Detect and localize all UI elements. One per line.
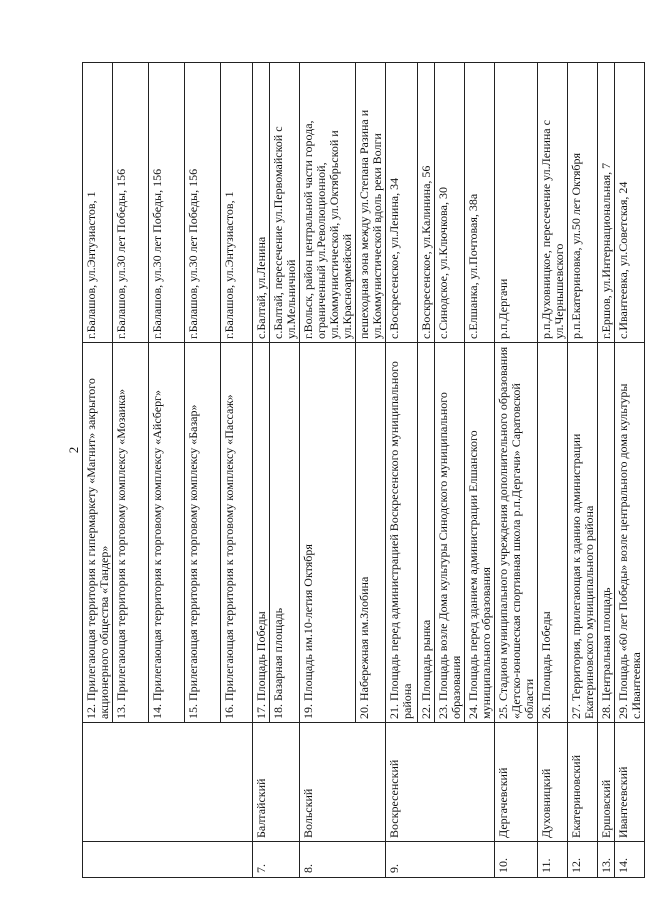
district-cell bbox=[83, 723, 253, 842]
address-cell: с.Елшанка, ул.Почтовая, 38а bbox=[465, 63, 495, 343]
place-cell: 20. Набережная им.Злобина bbox=[356, 343, 386, 723]
district-cell: Екатериновский bbox=[568, 723, 598, 842]
row-number-cell: 12. bbox=[568, 842, 598, 878]
address-cell: г.Балашов, ул.30 лет Победы, 156 bbox=[185, 63, 221, 343]
place-cell: 13. Прилегающая территория к торговому комплексу «Мозаика» bbox=[113, 343, 149, 723]
row-number-cell: 11. bbox=[538, 842, 568, 878]
address-cell: г.Балашов, ул.Энтузиастов, 1 bbox=[83, 63, 113, 343]
place-cell: 18. Базарная площадь bbox=[270, 343, 300, 723]
district-cell: Ершовский bbox=[598, 723, 615, 842]
table-row bbox=[300, 63, 356, 878]
district-cell: Вольский bbox=[300, 723, 386, 842]
district-cell: Дергачевский bbox=[495, 723, 538, 842]
district-cell: Воскресенский bbox=[386, 723, 495, 842]
place-cell: 21. Площадь перед администрацией Воскресенского муниципального района bbox=[386, 343, 418, 723]
row-number-cell bbox=[83, 842, 253, 878]
page-number: 2 bbox=[66, 446, 81, 454]
place-cell: 25. Стадион муниципального учреждения дополнительного образования «Детско-юношеская спортивная школа р.п.Дергачи» Саратовской области bbox=[495, 343, 538, 723]
address-cell: р.п.Екатериновка, ул.50 лет Октября bbox=[568, 63, 598, 343]
address-cell: г.Балашов, ул.Энтузиастов, 1 bbox=[221, 63, 253, 343]
address-cell: с.Воскресенское, ул.Калинина, 56 bbox=[418, 63, 435, 343]
address-cell: г.Ершов, ул.Интернациональная, 7 bbox=[598, 63, 615, 343]
address-cell: г.Балашов, ул.30 лет Победы, 156 bbox=[149, 63, 185, 343]
district-cell: Духовницкий bbox=[538, 723, 568, 842]
address-cell: с.Балтай, ул.Ленина bbox=[253, 63, 270, 343]
table-row bbox=[253, 63, 270, 878]
place-cell: 19. Площадь им.10-летия Октября bbox=[300, 343, 356, 723]
place-cell: 23. Площадь возле Дома культуры Синодского муниципального образования bbox=[435, 343, 465, 723]
mass-event-places-table bbox=[82, 62, 645, 878]
address-cell: г.Балашов, ул.30 лет Победы, 156 bbox=[113, 63, 149, 343]
place-cell: 26. Площадь Победы bbox=[538, 343, 568, 723]
table-row bbox=[538, 63, 568, 878]
place-cell: 24. Площадь перед зданием администрации Елшанского муниципального образования bbox=[465, 343, 495, 723]
address-cell: с.Балтай, пересечение ул.Первомайской с ул.Мельничной bbox=[270, 63, 300, 343]
address-cell: пешеходная зона между ул.Степана Разина и ул.Коммунистической вдоль реки Волги bbox=[356, 63, 386, 343]
table-row bbox=[495, 63, 538, 878]
address-cell: с.Воскресенское, ул.Ленина, 34 bbox=[386, 63, 418, 343]
place-cell: 14. Прилегающая территория к торговому комплексу «Айсберг» bbox=[149, 343, 185, 723]
place-cell: 16. Прилегающая территория к торговому комплексу «Пассаж» bbox=[221, 343, 253, 723]
place-cell: 22. Площадь рынка bbox=[418, 343, 435, 723]
address-cell: с.Синодское, ул.Ключкова, 30 bbox=[435, 63, 465, 343]
address-cell: с.Ивантеевка, ул.Советская, 24 bbox=[615, 63, 645, 343]
address-cell: р.п.Дергачи bbox=[495, 63, 538, 343]
table-row bbox=[568, 63, 598, 878]
table-row bbox=[615, 63, 645, 878]
place-cell: 12. Прилегающая территория к гипермаркету «Магнит» закрытого акционерного общества «Тандер» bbox=[83, 343, 113, 723]
row-number-cell: 9. bbox=[386, 842, 495, 878]
row-number-cell: 8. bbox=[300, 842, 386, 878]
district-cell: Ивантеевский bbox=[615, 723, 645, 842]
row-number-cell: 13. bbox=[598, 842, 615, 878]
row-number-cell: 7. bbox=[253, 842, 300, 878]
rotated-table-container bbox=[82, 63, 643, 878]
place-cell: 29. Площадь «60 лет Победы» возле центрального дома культуры с.Ивантеевка bbox=[615, 343, 645, 723]
place-cell: 17. Площадь Победы bbox=[253, 343, 270, 723]
place-cell: 15. Прилегающая территория к торговому комплексу «Базар» bbox=[185, 343, 221, 723]
district-cell: Балтайский bbox=[253, 723, 300, 842]
table-row bbox=[598, 63, 615, 878]
address-cell: р.п.Духовницкое, пересечение ул.Ленина с ул.Чернышевского bbox=[538, 63, 568, 343]
row-number-cell: 14. bbox=[615, 842, 645, 878]
row-number-cell: 10. bbox=[495, 842, 538, 878]
table-row bbox=[386, 63, 418, 878]
table-body bbox=[83, 63, 645, 878]
address-cell: г.Вольск, район центральной части города, ограниченный ул.Революционной, ул.Коммунистической, ул.Октябрьской и ул.Красноармейской bbox=[300, 63, 356, 343]
table-row bbox=[83, 63, 113, 878]
place-cell: 27. Территория, прилегающая к зданию администрации Екатериновского муниципального района bbox=[568, 343, 598, 723]
place-cell: 28. Центральная площадь bbox=[598, 343, 615, 723]
